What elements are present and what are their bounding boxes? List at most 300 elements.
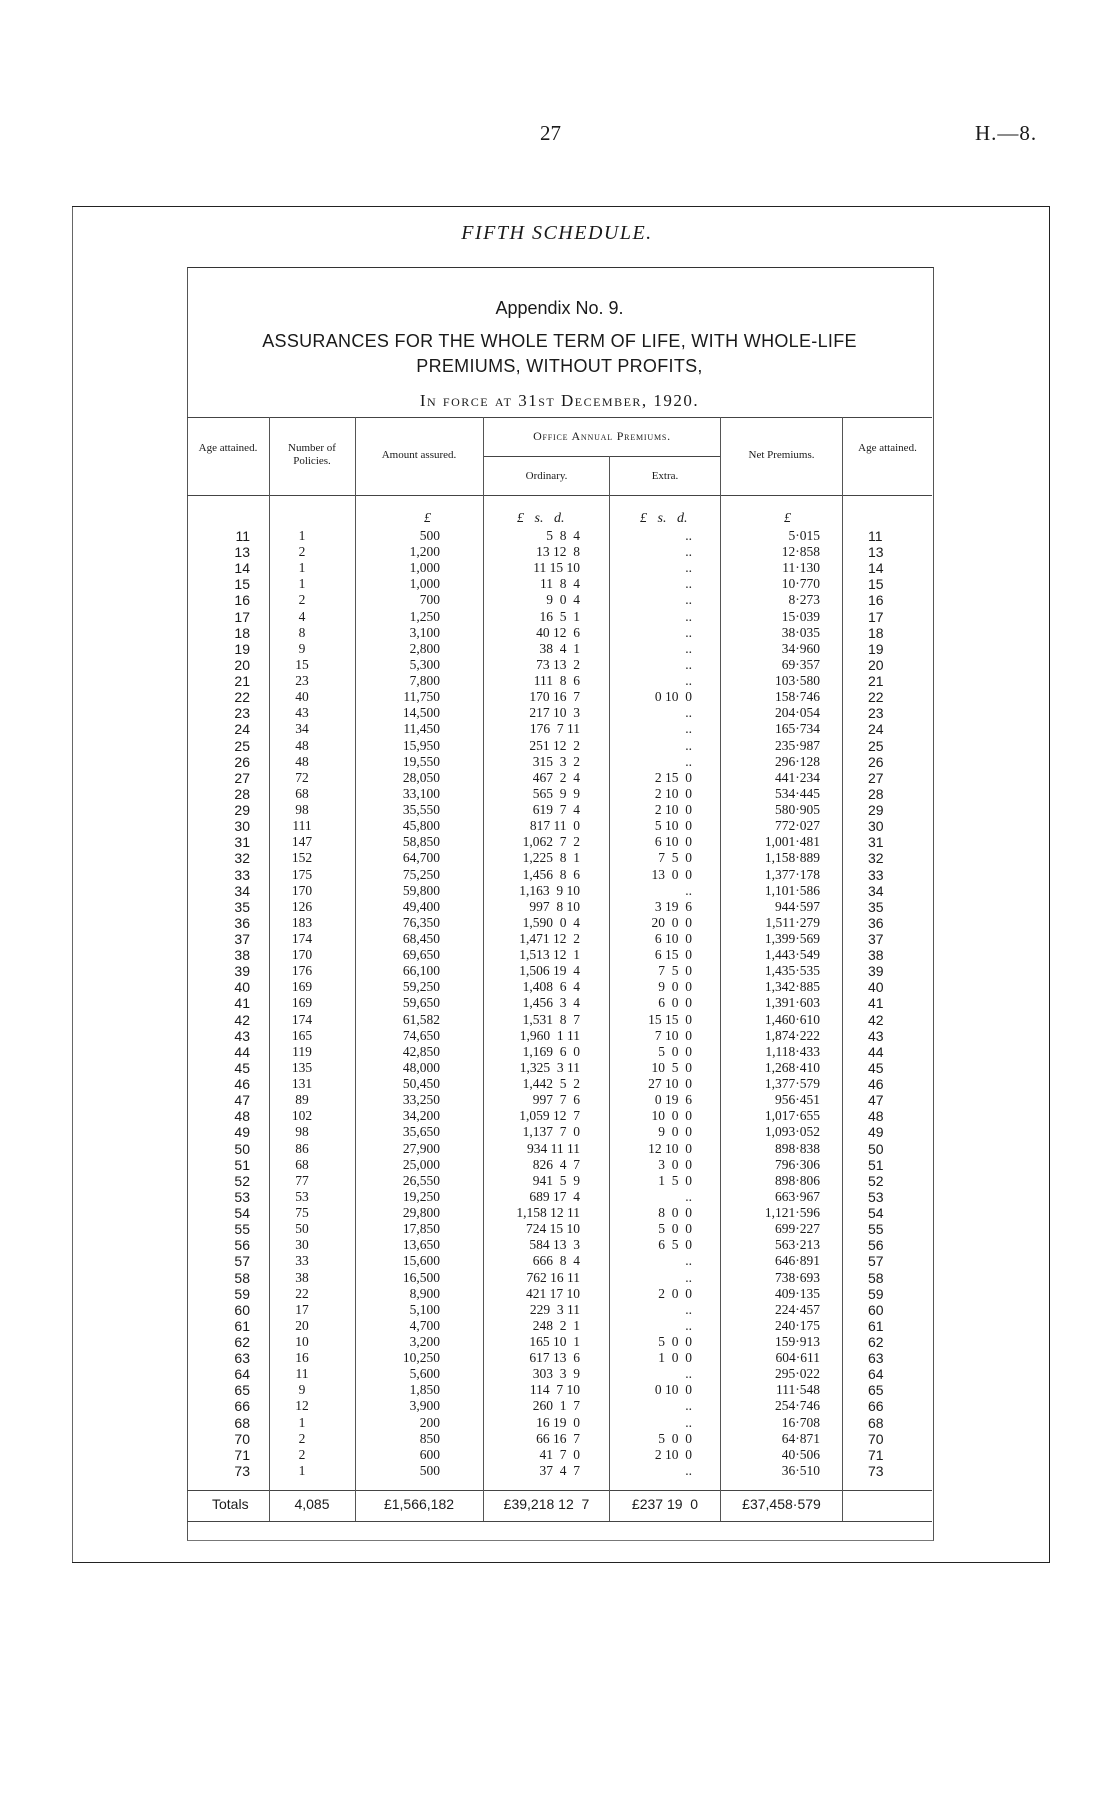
cell-net: 1,435·535 (764, 963, 820, 979)
cell-age: 44 (234, 1043, 250, 1060)
cell-age: 17 (234, 608, 250, 625)
cell-age: 27 (234, 769, 250, 786)
cell-extra: .. (685, 1366, 692, 1382)
cell-extra: 2 10 0 (654, 1446, 692, 1462)
cell-policies: 23 (295, 673, 309, 689)
cell-policies: 75 (295, 1205, 309, 1221)
cell-amount: 68,450 (402, 931, 440, 946)
cell-net: 956·451 (775, 1092, 820, 1108)
header-net-premiums: Net Premiums. (748, 449, 815, 461)
cell-ordinary: 1,169 6 0 (522, 1043, 580, 1059)
cell-extra: 1 0 0 (658, 1350, 692, 1366)
cell-amount: 600 (419, 1446, 440, 1462)
header-bottom-rule (187, 495, 932, 496)
header-age-attained-right: Age attained. (858, 442, 917, 454)
cell-age-right: 16 (868, 592, 884, 609)
cell-policies: 170 (291, 947, 313, 963)
cell-policies: 2 (298, 1430, 306, 1446)
cell-extra: .. (685, 673, 692, 689)
cell-age: 34 (234, 882, 250, 899)
cell-age: 59 (234, 1285, 250, 1302)
cell-age: 45 (234, 1059, 250, 1076)
cell-age-right: 46 (868, 1076, 884, 1093)
cell-ordinary: 826 4 7 (532, 1156, 580, 1172)
cell-amount: 5,100 (409, 1301, 440, 1317)
cell-policies: 15 (295, 656, 309, 672)
cell-age-right: 70 (868, 1430, 884, 1447)
cell-net: 898·838 (775, 1140, 820, 1156)
cell-policies: 1 (298, 560, 306, 576)
cell-extra: 10 0 0 (651, 1108, 692, 1124)
cell-extra: .. (685, 640, 692, 656)
cell-age-right: 45 (868, 1059, 884, 1076)
cell-ordinary: 66 16 7 (536, 1430, 580, 1446)
cell-age: 30 (234, 818, 250, 835)
cell-ordinary: 229 3 11 (529, 1301, 580, 1317)
cell-amount: 16,500 (402, 1269, 440, 1285)
cell-ordinary: 13 12 8 (536, 544, 580, 560)
cell-policies: 77 (295, 1172, 309, 1188)
cell-amount: 50,450 (402, 1076, 440, 1092)
cell-policies: 16 (295, 1350, 309, 1366)
cell-amount: 17,850 (402, 1221, 440, 1237)
cell-policies: 50 (295, 1221, 309, 1237)
cell-amount: 25,000 (402, 1156, 440, 1172)
cell-age-right: 44 (868, 1043, 884, 1060)
cell-extra: 13 0 0 (651, 866, 692, 882)
cell-policies: 34 (295, 721, 309, 737)
cell-net: 159·913 (775, 1334, 820, 1349)
cell-ordinary: 315 3 2 (532, 753, 580, 769)
cell-amount: 61,582 (402, 1011, 440, 1027)
cell-net: 944·597 (775, 898, 820, 914)
cell-policies: 135 (291, 1059, 313, 1075)
cell-net: 1,268·410 (764, 1059, 820, 1075)
cell-extra: .. (685, 544, 692, 560)
cell-age-right: 57 (868, 1253, 884, 1270)
cell-policies: 68 (295, 1156, 309, 1172)
cell-extra: .. (685, 576, 692, 592)
cell-policies: 9 (298, 640, 306, 656)
cell-policies: 152 (291, 850, 313, 866)
cell-policies: 183 (291, 914, 313, 930)
cell-ordinary: 817 11 0 (529, 818, 580, 834)
cell-net: 64·871 (781, 1430, 820, 1446)
cell-net: 224·457 (775, 1301, 820, 1317)
cell-age: 65 (234, 1382, 250, 1399)
cell-net: 1,443·549 (764, 947, 820, 963)
cell-age: 39 (234, 963, 250, 980)
cell-age-right: 64 (868, 1366, 884, 1383)
cell-policies: 38 (295, 1269, 309, 1285)
cell-policies: 169 (291, 979, 313, 995)
cell-age: 51 (234, 1156, 250, 1173)
cell-age-right: 39 (868, 963, 884, 980)
cell-net: 646·891 (775, 1253, 820, 1269)
cell-amount: 500 (419, 1462, 440, 1478)
cell-policies: 68 (295, 785, 309, 801)
cell-age: 68 (234, 1414, 250, 1431)
cell-ordinary: 762 16 11 (526, 1269, 580, 1285)
cell-net: 12·858 (781, 544, 820, 560)
cell-net: 40·506 (781, 1446, 820, 1462)
cell-age: 70 (234, 1430, 250, 1447)
cell-age: 40 (234, 979, 250, 996)
cell-age-right: 59 (868, 1285, 884, 1302)
cell-extra: 5 10 0 (654, 818, 692, 834)
cell-age: 57 (234, 1253, 250, 1270)
cell-net: 1,342·885 (764, 979, 820, 995)
cell-policies: 111 (292, 818, 312, 834)
cell-net: 1,158·889 (764, 850, 820, 866)
cell-net: 1,377·178 (764, 866, 820, 882)
cell-net: 15·039 (781, 608, 820, 624)
cell-age: 50 (234, 1140, 250, 1157)
cell-ordinary: 997 7 6 (532, 1092, 580, 1108)
cell-amount: 74,650 (402, 1027, 440, 1043)
cell-age: 11 (235, 528, 250, 544)
cell-age: 56 (234, 1237, 250, 1254)
header-number-of-policies: Number of Policies. (288, 442, 336, 467)
cell-extra: 7 10 0 (654, 1027, 692, 1043)
cell-extra: .. (685, 1253, 692, 1269)
cell-net: 235·987 (775, 737, 820, 753)
cell-age: 24 (234, 721, 250, 738)
cell-policies: 2 (298, 544, 306, 560)
cell-ordinary: 1,456 8 6 (522, 866, 580, 882)
cell-net: 11·130 (782, 560, 820, 576)
header-office-premiums: Office Annual Premiums. (533, 429, 671, 443)
cell-policies: 86 (295, 1140, 309, 1156)
cell-policies: 10 (295, 1334, 309, 1349)
cell-ordinary: 941 5 9 (532, 1172, 580, 1188)
cell-policies: 53 (295, 1188, 309, 1204)
col-sep-4 (609, 456, 610, 1521)
cell-policies: 98 (295, 1124, 309, 1140)
cell-extra: 12 10 0 (648, 1140, 692, 1156)
cell-ordinary: 1,137 7 0 (522, 1124, 580, 1140)
cell-age: 35 (234, 898, 250, 915)
cell-ordinary: 11 15 10 (533, 560, 580, 576)
cell-age: 29 (234, 802, 250, 819)
cell-ordinary: 1,442 5 2 (522, 1076, 580, 1092)
cell-extra: .. (685, 1188, 692, 1204)
cell-ordinary: 260 1 7 (532, 1398, 580, 1414)
cell-extra: 6 5 0 (658, 1237, 692, 1253)
page-number: 27 (540, 121, 561, 145)
cell-extra: 5 0 0 (658, 1043, 692, 1059)
cell-net: 699·227 (775, 1221, 820, 1237)
cell-net: 1,391·603 (764, 995, 820, 1011)
cell-extra: .. (685, 528, 692, 543)
cell-extra: 2 0 0 (658, 1285, 692, 1301)
cell-policies: 20 (295, 1317, 309, 1333)
cell-extra: 9 0 0 (658, 979, 692, 995)
cell-extra: 6 10 0 (654, 931, 692, 946)
cell-ordinary: 248 2 1 (532, 1317, 580, 1333)
cell-age: 13 (234, 544, 250, 561)
cell-policies: 89 (295, 1092, 309, 1108)
cell-amount: 75,250 (402, 866, 440, 882)
cell-age-right: 36 (868, 914, 884, 931)
cell-age-right: 37 (868, 931, 884, 947)
cell-net: 738·693 (775, 1269, 820, 1285)
cell-extra: .. (685, 560, 692, 576)
cell-ordinary: 1,513 12 1 (519, 947, 580, 963)
cell-age-right: 71 (868, 1446, 884, 1463)
cell-extra: 2 10 0 (654, 785, 692, 801)
header-amount-assured: Amount assured. (381, 449, 457, 461)
cell-policies: 1 (298, 528, 306, 543)
cell-extra: .. (685, 656, 692, 672)
cell-amount: 1,850 (409, 1382, 440, 1398)
cell-ordinary: 176 7 11 (529, 721, 580, 737)
cell-ordinary: 1,531 8 7 (522, 1011, 580, 1027)
cell-age: 54 (234, 1205, 250, 1222)
cell-ordinary: 1,225 8 1 (522, 850, 580, 866)
cell-age-right: 21 (868, 673, 884, 690)
cell-extra: 6 15 0 (654, 947, 692, 963)
cell-ordinary: 1,062 7 2 (522, 834, 580, 850)
cell-policies: 9 (298, 1382, 306, 1398)
cell-amount: 7,800 (409, 673, 440, 689)
cell-amount: 3,900 (409, 1398, 440, 1414)
cell-policies: 48 (295, 753, 309, 769)
totals-policies: 4,085 (294, 1496, 330, 1512)
totals-top-rule (187, 1490, 932, 1491)
cell-age: 64 (234, 1366, 250, 1383)
cell-extra: 27 10 0 (648, 1076, 692, 1092)
cell-extra: .. (685, 1317, 692, 1333)
schedule-title: FIFTH SCHEDULE. (461, 222, 653, 244)
cell-extra: .. (685, 608, 692, 624)
cell-net: 240·175 (775, 1317, 820, 1333)
cell-net: 5·015 (788, 528, 820, 543)
cell-age-right: 27 (868, 769, 884, 786)
cell-ordinary: 467 2 4 (532, 769, 580, 785)
cell-age-right: 34 (868, 882, 884, 899)
cell-extra: .. (685, 753, 692, 769)
cell-ordinary: 1,158 12 11 (516, 1205, 580, 1221)
cell-extra: 7 5 0 (658, 850, 692, 866)
cell-extra: 7 5 0 (658, 963, 692, 979)
cell-net: 1,017·655 (764, 1108, 820, 1124)
cell-policies: 176 (291, 963, 313, 979)
cell-net: 772·027 (775, 818, 820, 834)
header-age-attained: Age attained. (198, 442, 258, 454)
cell-amount: 700 (419, 592, 440, 608)
cell-age: 31 (234, 834, 250, 851)
cell-ordinary: 170 16 7 (529, 689, 580, 705)
cell-ordinary: 16 19 0 (536, 1414, 580, 1430)
cell-ordinary: 724 15 10 (526, 1221, 580, 1237)
cell-age: 61 (234, 1317, 250, 1334)
cell-age: 20 (234, 656, 250, 673)
cell-extra: 6 10 0 (654, 834, 692, 850)
cell-amount: 15,950 (402, 737, 440, 753)
cell-age-right: 19 (868, 640, 884, 657)
cell-extra: .. (685, 1301, 692, 1317)
appendix-title: Appendix No. 9. (495, 298, 624, 318)
cell-ordinary: 41 7 0 (539, 1446, 580, 1462)
totals-net: £37,458·579 (742, 1496, 821, 1512)
cell-amount: 69,650 (402, 947, 440, 963)
cell-policies: 174 (291, 931, 313, 946)
cell-net: 534·445 (775, 785, 820, 801)
cell-age-right: 33 (868, 866, 884, 883)
cell-amount: 26,550 (402, 1172, 440, 1188)
cell-amount: 29,800 (402, 1205, 440, 1221)
totals-ordinary: £39,218 12 7 (503, 1496, 590, 1512)
cell-policies: 2 (298, 592, 306, 608)
cell-ordinary: 16 5 1 (539, 608, 580, 624)
cell-net: 36·510 (781, 1462, 820, 1478)
cell-age: 41 (234, 995, 250, 1012)
cell-amount: 8,900 (409, 1285, 440, 1301)
cell-amount: 500 (419, 528, 440, 543)
cell-ordinary: 689 17 4 (529, 1188, 580, 1204)
cell-extra: .. (685, 592, 692, 608)
totals-bottom-rule (187, 1521, 932, 1522)
cell-age-right: 53 (868, 1188, 884, 1205)
cell-extra: 9 0 0 (658, 1124, 692, 1140)
cell-amount: 1,250 (409, 608, 440, 624)
cell-net: 580·905 (775, 802, 820, 818)
cell-age-right: 23 (868, 705, 884, 722)
cell-ordinary: 1,456 3 4 (522, 995, 580, 1011)
cell-age: 43 (234, 1027, 250, 1044)
cell-age: 49 (234, 1124, 250, 1141)
cell-ordinary: 584 13 3 (529, 1237, 580, 1253)
cell-age: 23 (234, 705, 250, 722)
cell-amount: 5,300 (409, 656, 440, 672)
cell-age: 37 (234, 931, 250, 947)
cell-age: 66 (234, 1398, 250, 1415)
totals-label: Totals (212, 1496, 249, 1512)
cell-amount: 49,400 (402, 898, 440, 914)
table-title-line1: ASSURANCES FOR THE WHOLE TERM OF LIFE, WITH WHOLE-LIFE (262, 331, 857, 351)
cell-policies: 4 (298, 608, 306, 624)
cell-net: 204·054 (775, 705, 820, 721)
cell-amount: 200 (419, 1414, 440, 1430)
cell-amount: 4,700 (409, 1317, 440, 1333)
cell-age-right: 60 (868, 1301, 884, 1318)
cell-ordinary: 1,163 9 10 (519, 882, 580, 898)
cell-age-right: 32 (868, 850, 884, 867)
cell-ordinary: 1,506 19 4 (519, 963, 580, 979)
cell-ordinary: 1,471 12 2 (519, 931, 580, 946)
cell-age-right: 17 (868, 608, 884, 625)
cell-extra: .. (685, 1269, 692, 1285)
cell-ordinary: 565 9 9 (532, 785, 580, 801)
cell-age: 15 (234, 576, 250, 593)
unit-extra: £ s. d. (640, 511, 688, 526)
cell-net: 16·708 (781, 1414, 820, 1430)
cell-age: 16 (234, 592, 250, 609)
cell-policies: 170 (291, 882, 313, 898)
col-sep-6 (842, 417, 843, 1521)
cell-age: 55 (234, 1221, 250, 1238)
cell-amount: 42,850 (402, 1043, 440, 1059)
cell-extra: .. (685, 737, 692, 753)
cell-extra: 2 15 0 (654, 769, 692, 785)
totals-extra: £237 19 0 (631, 1496, 699, 1512)
cell-net: 1,001·481 (764, 834, 820, 850)
cell-net: 1,118·433 (765, 1043, 820, 1059)
cell-amount: 33,250 (402, 1092, 440, 1108)
cell-age-right: 55 (868, 1221, 884, 1238)
cell-extra: 0 10 0 (654, 689, 692, 705)
cell-net: 796·306 (775, 1156, 820, 1172)
header-extra: Extra. (651, 470, 679, 482)
cell-age-right: 25 (868, 737, 884, 754)
cell-age-right: 51 (868, 1156, 884, 1173)
unit-ordinary: £ s. d. (517, 511, 565, 526)
cell-amount: 35,650 (402, 1124, 440, 1140)
cell-ordinary: 11 8 4 (540, 576, 580, 592)
cell-ordinary: 997 8 10 (529, 898, 580, 914)
cell-extra: 0 10 0 (654, 1382, 692, 1398)
cell-age-right: 63 (868, 1350, 884, 1367)
cell-policies: 1 (298, 576, 306, 592)
cell-age-right: 29 (868, 802, 884, 819)
cell-net: 604·611 (775, 1350, 820, 1366)
cell-policies: 43 (295, 705, 309, 721)
cell-age-right: 20 (868, 656, 884, 673)
cell-extra: .. (685, 721, 692, 737)
cell-ordinary: 303 3 9 (532, 1366, 580, 1382)
cell-ordinary: 617 13 6 (529, 1350, 580, 1366)
cell-ordinary: 37 4 7 (539, 1462, 580, 1478)
cell-amount: 33,100 (402, 785, 440, 801)
cell-ordinary: 1,408 6 4 (522, 979, 580, 995)
cell-extra: 10 5 0 (651, 1059, 692, 1075)
cell-amount: 3,200 (409, 1334, 440, 1349)
cell-ordinary: 111 8 6 (533, 673, 580, 689)
cell-net: 295·022 (775, 1366, 820, 1382)
cell-amount: 14,500 (402, 705, 440, 721)
cell-amount: 2,800 (409, 640, 440, 656)
cell-age-right: 22 (868, 689, 884, 706)
cell-net: 1,121·596 (764, 1205, 820, 1221)
cell-net: 254·746 (775, 1398, 820, 1414)
cell-age-right: 61 (868, 1317, 884, 1334)
cell-net: 1,377·579 (764, 1076, 820, 1092)
cell-ordinary: 934 11 11 (527, 1140, 580, 1156)
cell-amount: 3,100 (409, 624, 440, 640)
cell-policies: 48 (295, 737, 309, 753)
cell-age: 63 (234, 1350, 250, 1367)
cell-age-right: 42 (868, 1011, 884, 1028)
cell-amount: 5,600 (409, 1366, 440, 1382)
cell-age: 71 (234, 1446, 250, 1463)
cell-amount: 58,850 (402, 834, 440, 850)
cell-amount: 11,450 (403, 721, 440, 737)
header-ordinary: Ordinary. (525, 470, 568, 482)
cell-net: 103·580 (775, 673, 820, 689)
cell-policies: 33 (295, 1253, 309, 1269)
cell-policies: 17 (295, 1301, 309, 1317)
cell-ordinary: 5 8 4 (546, 528, 580, 543)
cell-policies: 169 (291, 995, 313, 1011)
cell-age-right: 26 (868, 753, 884, 770)
cell-ordinary: 73 13 2 (536, 656, 580, 672)
cell-policies: 22 (295, 1285, 309, 1301)
unit-net: £ (784, 511, 791, 526)
cell-extra: .. (685, 882, 692, 898)
cell-ordinary: 1,960 1 11 (519, 1027, 580, 1043)
cell-net: 34·960 (781, 640, 820, 656)
